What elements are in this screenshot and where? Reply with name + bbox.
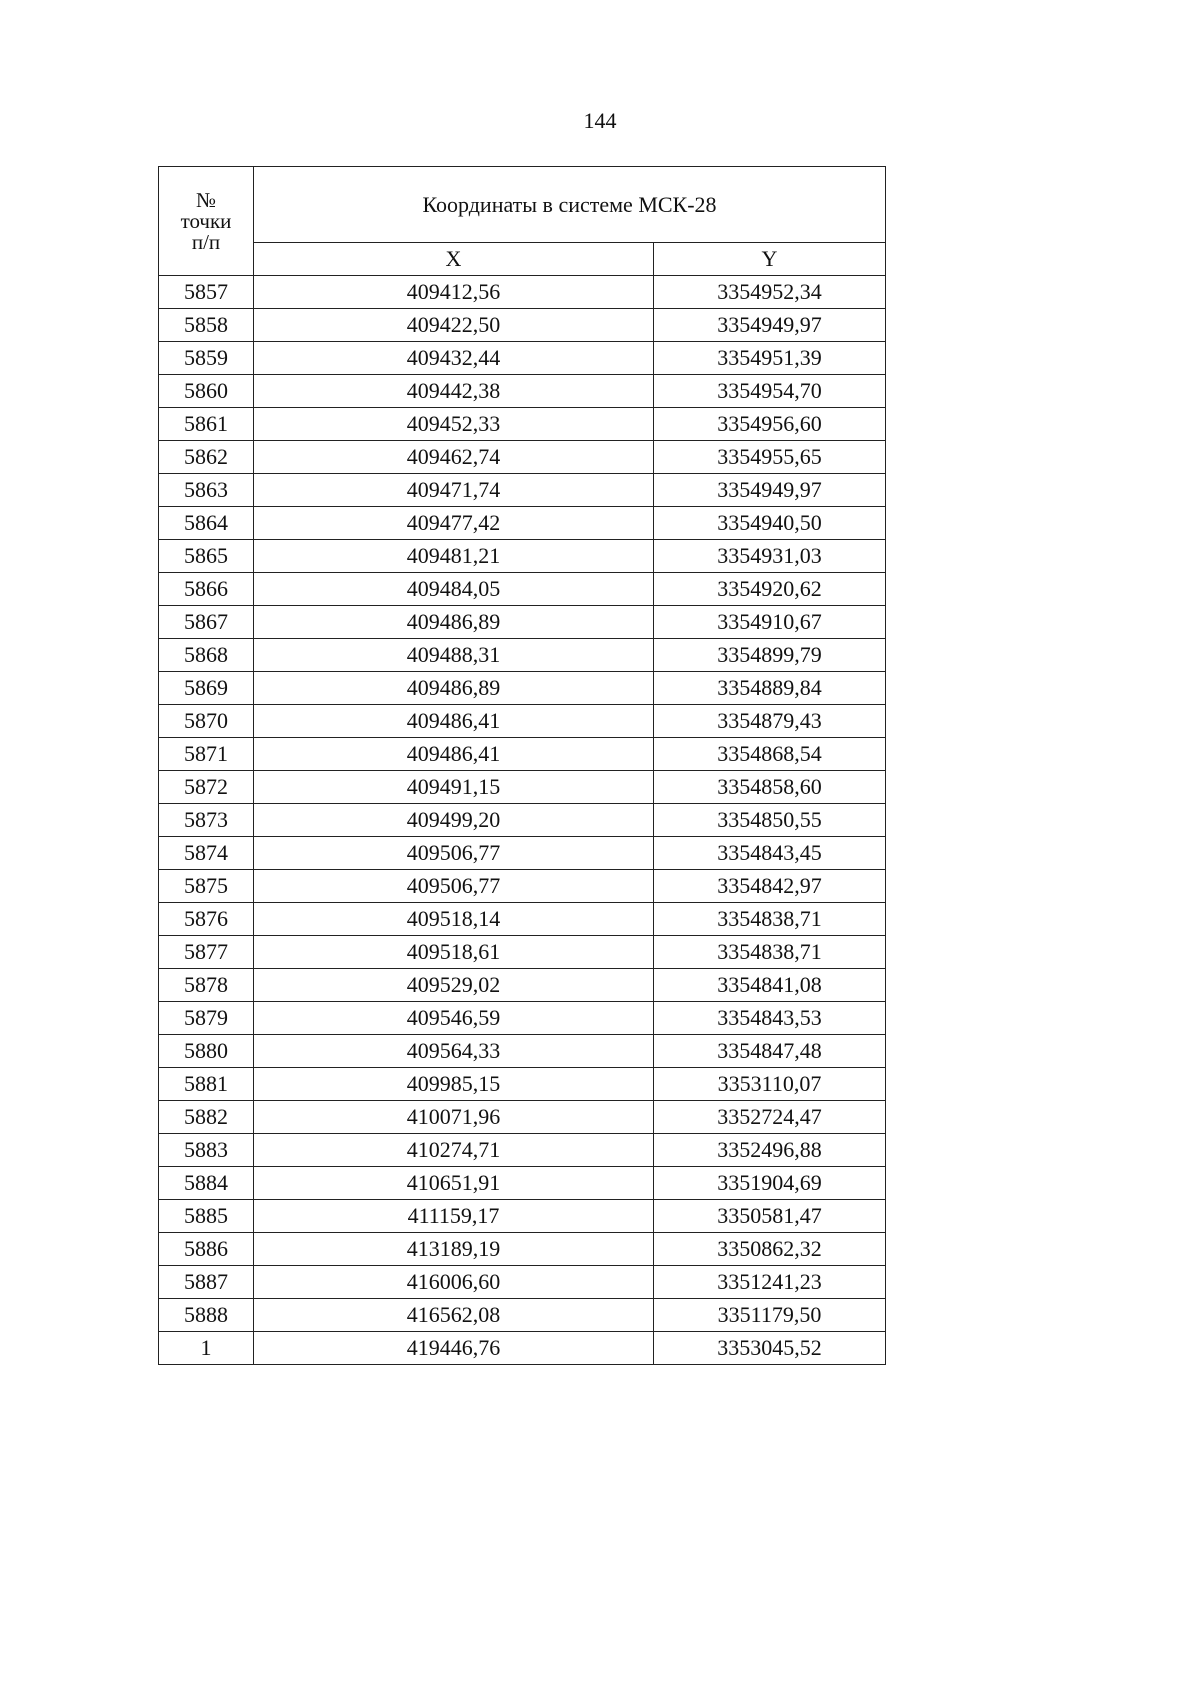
- x-coordinate-cell: 409486,89: [254, 672, 654, 705]
- table-row: [159, 408, 886, 441]
- y-coordinate-cell: 3352724,47: [654, 1101, 886, 1134]
- table-row: [159, 375, 886, 408]
- x-coordinate-cell: 409432,44: [254, 342, 654, 375]
- x-coordinate-cell: 409985,15: [254, 1068, 654, 1101]
- x-coordinate-cell: 409486,41: [254, 705, 654, 738]
- table-row: [159, 1002, 886, 1035]
- x-coordinate-cell: 409477,42: [254, 507, 654, 540]
- x-coordinate-cell: 410651,91: [254, 1167, 654, 1200]
- table-row: [159, 672, 886, 705]
- y-coordinate-cell: 3354847,48: [654, 1035, 886, 1068]
- x-coordinate-cell: 409546,59: [254, 1002, 654, 1035]
- table-row: [159, 771, 886, 804]
- point-number-cell: 1: [159, 1332, 254, 1365]
- x-coordinate-cell: 419446,76: [254, 1332, 654, 1365]
- x-coordinate-cell: 409518,14: [254, 903, 654, 936]
- point-number-cell: 5876: [159, 903, 254, 936]
- point-number-cell: 5869: [159, 672, 254, 705]
- table-row: [159, 903, 886, 936]
- point-number-cell: 5874: [159, 837, 254, 870]
- x-coordinate-cell: 410071,96: [254, 1101, 654, 1134]
- coordinates-table: [158, 166, 886, 1365]
- coordinates-header: Координаты в системе МСК-28: [254, 167, 886, 243]
- point-number-cell: 5863: [159, 474, 254, 507]
- point-number-cell: 5878: [159, 969, 254, 1002]
- point-number-cell: 5864: [159, 507, 254, 540]
- x-coordinate-cell: 409484,05: [254, 573, 654, 606]
- point-number-cell: 5879: [159, 1002, 254, 1035]
- y-coordinate-cell: 3350581,47: [654, 1200, 886, 1233]
- point-number-cell: 5887: [159, 1266, 254, 1299]
- table-row: [159, 573, 886, 606]
- x-coordinate-cell: 409412,56: [254, 276, 654, 309]
- y-coordinate-cell: 3354838,71: [654, 903, 886, 936]
- x-coordinate-cell: 410274,71: [254, 1134, 654, 1167]
- y-coordinate-cell: 3354910,67: [654, 606, 886, 639]
- table-row: [159, 441, 886, 474]
- x-coordinate-cell: 409486,89: [254, 606, 654, 639]
- y-coordinate-cell: 3354949,97: [654, 309, 886, 342]
- x-coordinate-cell: 409471,74: [254, 474, 654, 507]
- table-row: [159, 606, 886, 639]
- table-row: [159, 837, 886, 870]
- point-number-cell: 5881: [159, 1068, 254, 1101]
- table-row: [159, 1167, 886, 1200]
- page-number: 144: [583, 108, 617, 133]
- x-coordinate-cell: 409442,38: [254, 375, 654, 408]
- table-row: [159, 309, 886, 342]
- table-row: [159, 1299, 886, 1332]
- y-coordinate-cell: 3352496,88: [654, 1134, 886, 1167]
- point-number-cell: 5858: [159, 309, 254, 342]
- table-row: [159, 1134, 886, 1167]
- table-row: [159, 1200, 886, 1233]
- y-coordinate-cell: 3354954,70: [654, 375, 886, 408]
- header-num-word: точки: [180, 208, 232, 233]
- y-coordinate-cell: 3354850,55: [654, 804, 886, 837]
- point-number-cell: 5877: [159, 936, 254, 969]
- y-coordinate-cell: 3353110,07: [654, 1068, 886, 1101]
- x-coordinate-cell: 409488,31: [254, 639, 654, 672]
- point-number-cell: 5868: [159, 639, 254, 672]
- y-coordinate-cell: 3354931,03: [654, 540, 886, 573]
- y-coordinate-cell: 3354949,97: [654, 474, 886, 507]
- y-column-header: Y: [654, 243, 886, 276]
- point-number-cell: 5883: [159, 1134, 254, 1167]
- y-coordinate-cell: 3351241,23: [654, 1266, 886, 1299]
- y-coordinate-cell: 3354889,84: [654, 672, 886, 705]
- table-row: [159, 639, 886, 672]
- point-number-cell: 5875: [159, 870, 254, 903]
- y-coordinate-cell: 3354940,50: [654, 507, 886, 540]
- table-row: [159, 870, 886, 903]
- point-number-cell: 5861: [159, 408, 254, 441]
- y-coordinate-cell: 3354955,65: [654, 441, 886, 474]
- point-number-cell: 5870: [159, 705, 254, 738]
- point-number-cell: 5888: [159, 1299, 254, 1332]
- point-number-cell: 5880: [159, 1035, 254, 1068]
- table-row: [159, 969, 886, 1002]
- table-row: [159, 507, 886, 540]
- x-coordinate-cell: 409518,61: [254, 936, 654, 969]
- point-number-header: [159, 167, 254, 276]
- y-coordinate-cell: 3354868,54: [654, 738, 886, 771]
- table-row: [159, 804, 886, 837]
- x-coordinate-cell: 409462,74: [254, 441, 654, 474]
- x-coordinate-cell: 409481,21: [254, 540, 654, 573]
- point-number-cell: 5882: [159, 1101, 254, 1134]
- y-coordinate-cell: 3354843,45: [654, 837, 886, 870]
- table-row: [159, 705, 886, 738]
- point-number-cell: 5867: [159, 606, 254, 639]
- y-coordinate-cell: 3354951,39: [654, 342, 886, 375]
- y-coordinate-cell: 3354956,60: [654, 408, 886, 441]
- point-number-cell: 5886: [159, 1233, 254, 1266]
- x-column-header: X: [254, 243, 654, 276]
- y-coordinate-cell: 3354952,34: [654, 276, 886, 309]
- x-coordinate-cell: 409452,33: [254, 408, 654, 441]
- point-number-cell: 5866: [159, 573, 254, 606]
- x-coordinate-cell: 409529,02: [254, 969, 654, 1002]
- x-coordinate-cell: 409506,77: [254, 870, 654, 903]
- point-number-cell: 5872: [159, 771, 254, 804]
- header-num-sign: №: [195, 187, 217, 212]
- y-coordinate-cell: 3354841,08: [654, 969, 886, 1002]
- x-coordinate-cell: 409506,77: [254, 837, 654, 870]
- table-row: [159, 276, 886, 309]
- y-coordinate-cell: 3354879,43: [654, 705, 886, 738]
- point-number-cell: 5873: [159, 804, 254, 837]
- y-coordinate-cell: 3354842,97: [654, 870, 886, 903]
- y-coordinate-cell: 3351179,50: [654, 1299, 886, 1332]
- table-row: [159, 738, 886, 771]
- y-coordinate-cell: 3354858,60: [654, 771, 886, 804]
- table-row: [159, 1068, 886, 1101]
- y-coordinate-cell: 3353045,52: [654, 1332, 886, 1365]
- point-number-cell: 5862: [159, 441, 254, 474]
- x-coordinate-cell: 409422,50: [254, 309, 654, 342]
- y-coordinate-cell: 3354920,62: [654, 573, 886, 606]
- table-row: [159, 342, 886, 375]
- point-number-cell: 5859: [159, 342, 254, 375]
- table-body: [159, 276, 886, 1365]
- x-coordinate-cell: 416006,60: [254, 1266, 654, 1299]
- y-coordinate-cell: 3354843,53: [654, 1002, 886, 1035]
- table-row: [159, 1266, 886, 1299]
- table-row: [159, 1233, 886, 1266]
- x-coordinate-cell: 409499,20: [254, 804, 654, 837]
- point-number-cell: 5865: [159, 540, 254, 573]
- table-row: [159, 1101, 886, 1134]
- x-coordinate-cell: 409491,15: [254, 771, 654, 804]
- y-coordinate-cell: 3351904,69: [654, 1167, 886, 1200]
- table-row: [159, 1035, 886, 1068]
- y-coordinate-cell: 3354899,79: [654, 639, 886, 672]
- point-number-cell: 5857: [159, 276, 254, 309]
- y-coordinate-cell: 3350862,32: [654, 1233, 886, 1266]
- table-row: [159, 474, 886, 507]
- table-row: [159, 540, 886, 573]
- table-row: [159, 1332, 886, 1365]
- point-number-cell: 5885: [159, 1200, 254, 1233]
- point-number-cell: 5884: [159, 1167, 254, 1200]
- point-number-cell: 5871: [159, 738, 254, 771]
- header-num-abbr: п/п: [191, 229, 221, 254]
- x-coordinate-cell: 411159,17: [254, 1200, 654, 1233]
- x-coordinate-cell: 416562,08: [254, 1299, 654, 1332]
- x-coordinate-cell: 409564,33: [254, 1035, 654, 1068]
- x-coordinate-cell: 413189,19: [254, 1233, 654, 1266]
- point-number-cell: 5860: [159, 375, 254, 408]
- x-coordinate-cell: 409486,41: [254, 738, 654, 771]
- y-coordinate-cell: 3354838,71: [654, 936, 886, 969]
- table-row: [159, 936, 886, 969]
